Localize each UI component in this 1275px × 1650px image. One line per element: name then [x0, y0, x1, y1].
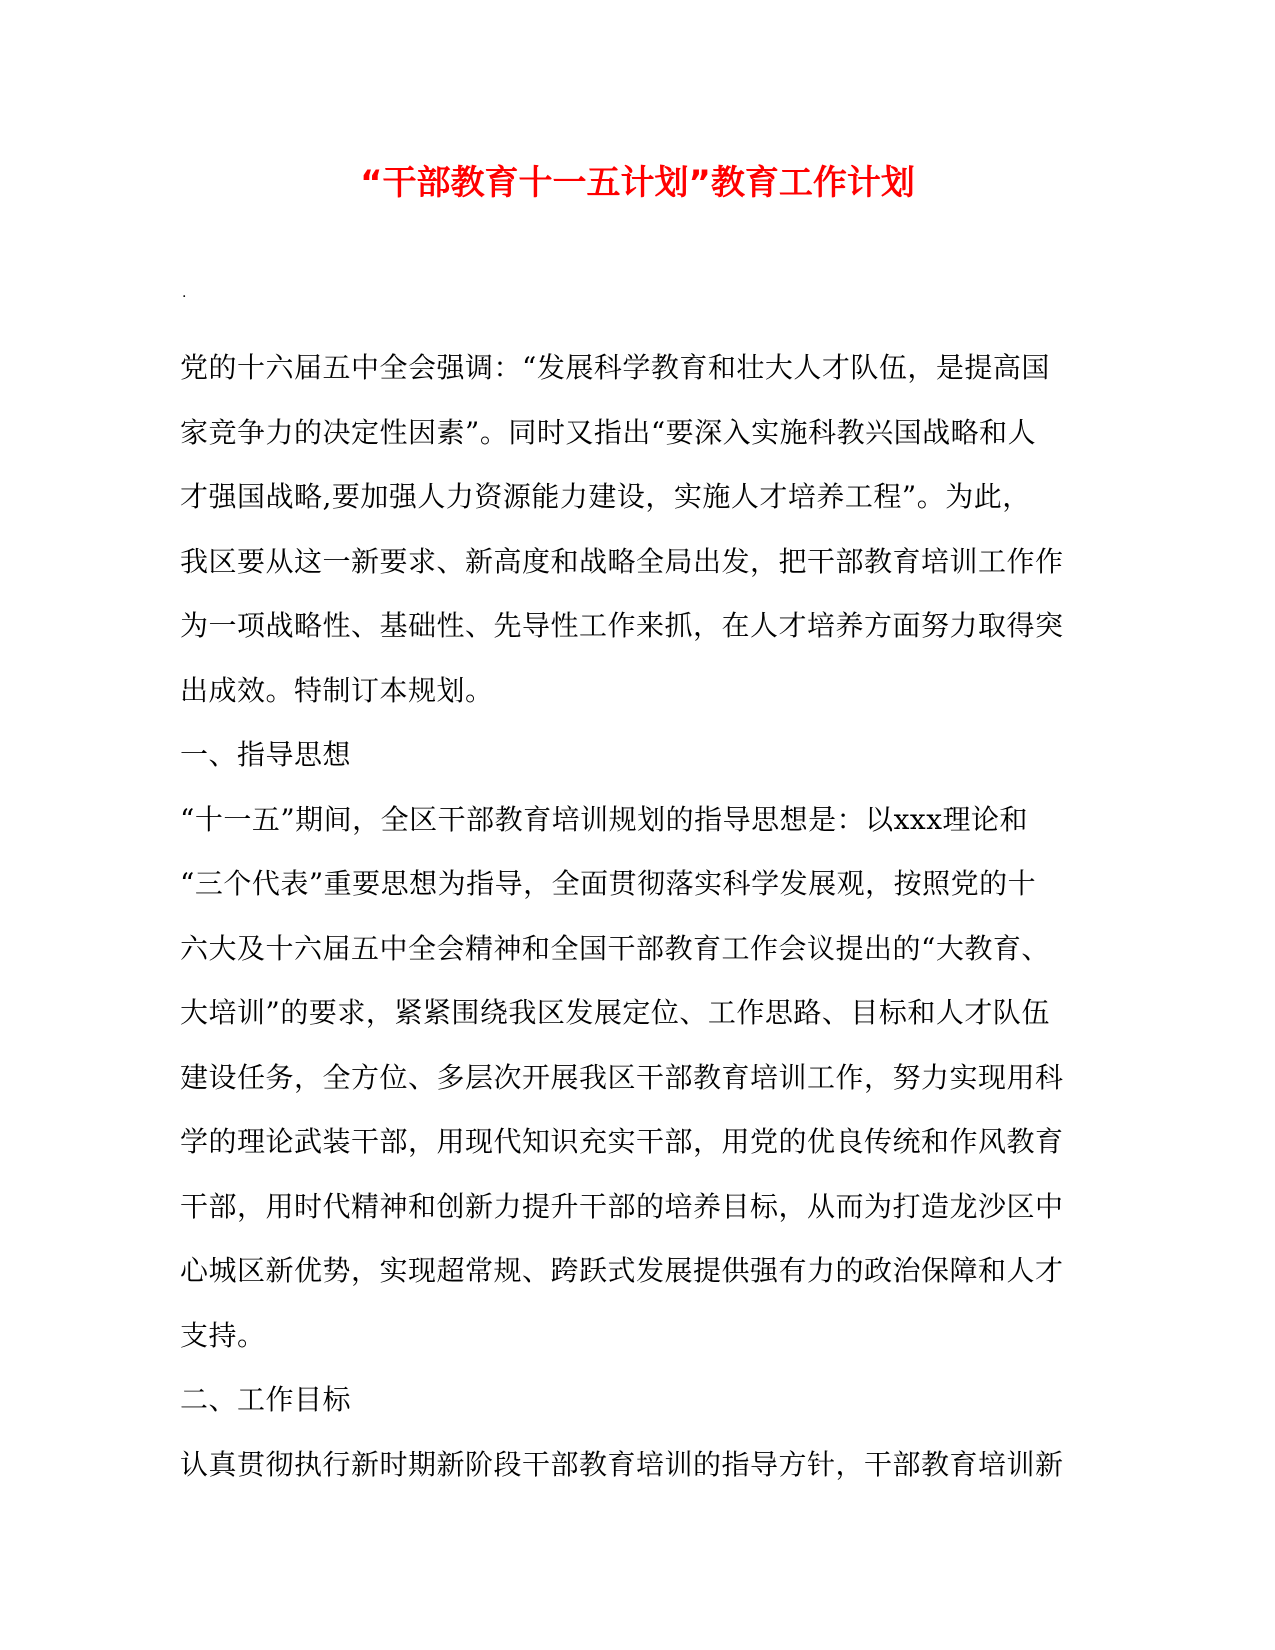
text-line: 建设任务，全方位、多层次开展我区干部教育培训工作，努力实现用科: [180, 1060, 1064, 1094]
text-line: 我区要从这一新要求、新高度和战略全局出发，把干部教育培训工作作: [180, 544, 1064, 578]
text-line: “三个代表”重要思想为指导，全面贯彻落实科学发展观，按照党的十: [180, 867, 1037, 900]
document-body: [180, 336, 1090, 1497]
text-line: 学的理论武装干部，用现代知识充实干部，用党的优良传统和作风教育: [180, 1125, 1064, 1158]
text-line: 党的十六届五中全会强调：“发展科学教育和壮大人才队伍，是提高国: [180, 351, 1050, 384]
document-title: “干部教育十一五计划”教育工作计划: [360, 163, 915, 203]
section-heading: 二、工作目标: [180, 1383, 352, 1416]
text-line: 为一项战略性、基础性、先导性工作来抓，在人才培养方面努力取得突: [180, 609, 1064, 642]
text-line: 六大及十六届五中全会精神和全国干部教育工作会议提出的“大教育、: [180, 931, 1050, 965]
text-line: “十一五”期间，全区干部教育培训规划的指导思想是：以xxx理论和: [180, 802, 1029, 836]
text-line: 心城区新优势，实现超常规、跨跃式发展提供强有力的政治保障和人才: [180, 1254, 1064, 1287]
section-heading: 一、指导思想: [180, 738, 352, 771]
text-line: 出成效。特制订本规划。: [180, 673, 494, 707]
text-line: 干部，用时代精神和创新力提升干部的培养目标，从而为打造龙沙区中: [180, 1189, 1064, 1223]
text-line: 大培训”的要求，紧紧围绕我区发展定位、工作思路、目标和人才队伍: [180, 996, 1050, 1029]
text-line: 才强国战略,要加强人力资源能力建设，实施人才培养工程”。为此，: [180, 480, 1031, 513]
dot-marker: ·: [182, 289, 187, 305]
text-line: 家竞争力的决定性因素”。同时又指出“要深入实施科教兴国战略和人: [180, 415, 1037, 449]
text-line: 支持。: [180, 1318, 266, 1352]
text-line: 认真贯彻执行新时期新阶段干部教育培训的指导方针，干部教育培训新: [180, 1447, 1064, 1481]
